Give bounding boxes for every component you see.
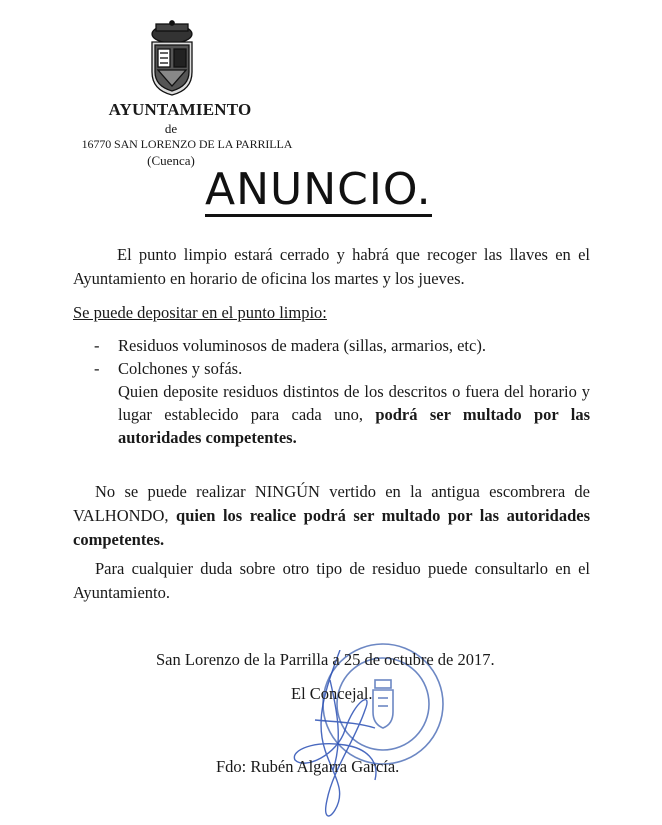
paragraph-valhondo xyxy=(73,480,590,552)
paragraph-questions-text: Para cualquier duda sobre otro tipo de residuo puede consultarlo en el Ayuntamiento. xyxy=(73,559,590,602)
warning-text xyxy=(94,380,590,449)
list-item-text: Residuos voluminosos de madera (sillas, armarios, etc). xyxy=(118,336,486,355)
list-item-text: Colchones y sofás. xyxy=(118,359,243,378)
paragraph-valhondo-bold: quien los realice podrá ser multado por las autoridades competentes. xyxy=(73,506,590,549)
list-dash: - xyxy=(94,359,100,378)
list-dash: - xyxy=(94,336,100,355)
signature-name: Fdo: Rubén Algarra García. xyxy=(216,757,400,776)
warning-normal: Quien deposite residuos distintos de los descritos o fuera del horario y lugar establecido para cada uno, xyxy=(118,382,590,424)
org-de: de xyxy=(164,121,178,136)
list-heading: Se puede depositar en el punto limpio: xyxy=(73,303,327,322)
signature-date: San Lorenzo de la Parrilla a 25 de octubre de 2017. xyxy=(156,650,495,669)
warning-bold: podrá ser multado por las autoridades competentes. xyxy=(118,405,590,447)
paragraph-closure xyxy=(73,243,590,291)
list-item xyxy=(94,334,590,357)
paragraph-valhondo-normal: No se puede realizar NINGÚN vertido en la antigua escombrera de VALHONDO, xyxy=(73,482,590,525)
handwritten-signature xyxy=(285,650,395,822)
document-title: ANUNCIO. xyxy=(205,164,432,215)
signature-role: El Concejal. xyxy=(291,684,373,703)
org-province: (Cuenca) xyxy=(147,153,195,168)
list-item xyxy=(94,357,590,380)
deposit-list xyxy=(94,334,590,449)
org-address: 16770 SAN LORENZO DE LA PARRILLA xyxy=(81,137,293,151)
paragraph-closure-text: El punto limpio estará cerrado y habrá que recoger las llaves en el Ayuntamiento en horario de oficina los martes y los jueves. xyxy=(73,245,590,288)
paragraph-questions xyxy=(73,557,590,605)
org-name: AYUNTAMIENTO xyxy=(108,100,252,119)
coat-of-arms-logo xyxy=(146,20,198,98)
